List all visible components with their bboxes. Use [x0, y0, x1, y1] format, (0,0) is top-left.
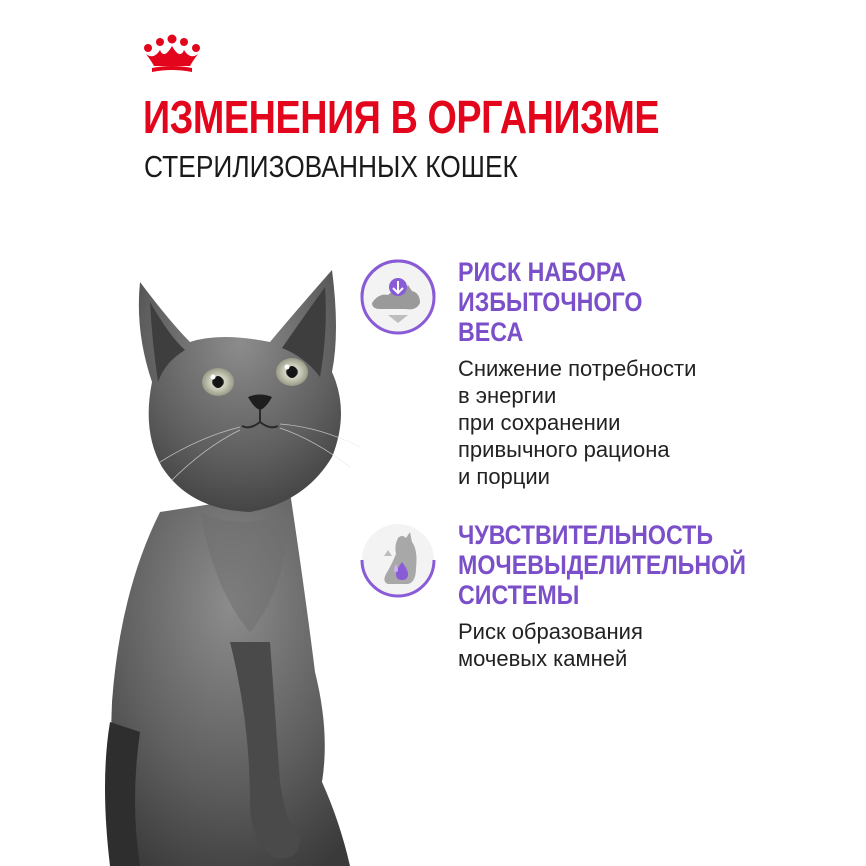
feature-weight-gain: [358, 257, 858, 487]
urinary-icon: [358, 520, 438, 600]
page-subtitle: СТЕРИЛИЗОВАННЫХ КОШЕК: [144, 149, 518, 184]
crown-icon: [140, 34, 204, 76]
feature-heading: ЧУВСТВИТЕЛЬНОСТЬ МОЧЕВЫДЕЛИТЕЛЬНОЙ СИСТЕМЫ: [458, 520, 746, 610]
feature-description: Риск образования мочевых камней: [458, 619, 643, 671]
feature-description: Снижение потребности в энергии при сохранении привычного рациона и порции: [458, 356, 697, 489]
weight-gain-icon: [358, 257, 438, 337]
feature-heading: РИСК НАБОРА ИЗБЫТОЧНОГО ВЕСА: [458, 257, 643, 347]
page-title: ИЗМЕНЕНИЯ В ОРГАНИЗМЕ: [143, 91, 660, 143]
feature-urinary: [358, 520, 858, 670]
